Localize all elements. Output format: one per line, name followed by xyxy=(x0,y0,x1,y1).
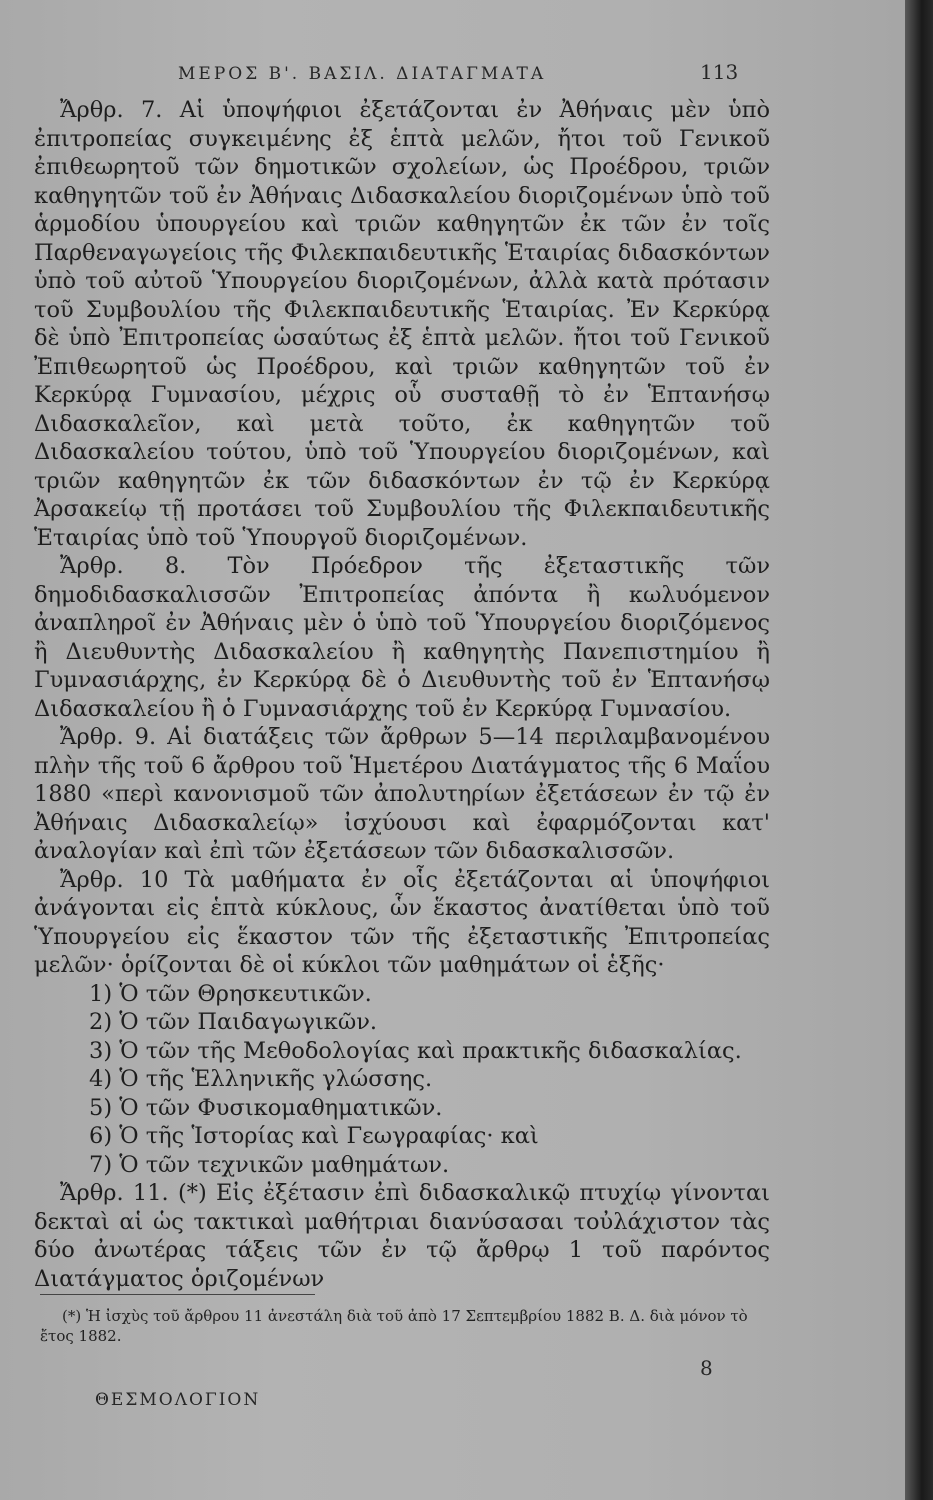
subject-cycles-list xyxy=(34,980,770,1180)
list-item: 2) Ὁ τῶν Παιδαγωγικῶν. xyxy=(89,1009,378,1035)
list-item: 4) Ὁ τῆς Ἑλληνικῆς γλώσσης. xyxy=(89,1066,433,1092)
article-10: Ἄρθρ. 10 Τὰ μαθήματα ἐν οἷς ἐξετάζονται αἱ ὑποψήφιοι ἀνάγονται εἰς ἑπτὰ κύκλους, ὧν ἕκαστος ἀνατίθεται ὑπὸ τοῦ Ὑπουργείου εἰς ἕκαστον τῶν τῆς ἐξεταστικῆς Ἐπιτροπείας μελῶν· ὁρίζονται δὲ οἱ κύκλοι τῶν μαθημάτων οἱ ἑξῆς· xyxy=(34,866,770,978)
page-number: 113 xyxy=(700,60,739,84)
footnote: (*) Ἡ ἰσχὺς τοῦ ἄρθρου 11 ἀνεστάλη διὰ τοῦ ἀπὸ 17 Σεπτεμβρίου 1882 Β. Δ. διὰ μόνον τὸ ἔτος 1882. xyxy=(40,1307,748,1345)
page-edge-shadow xyxy=(905,0,933,1500)
footer-title: ΘΕΣΜΟΛΟΓΙΟΝ xyxy=(95,1390,261,1410)
article-9: Ἄρθρ. 9. Αἱ διατάξεις τῶν ἄρθρων 5—14 περιλαμβανομένου πλὴν τῆς τοῦ 6 ἄρθρου τοῦ Ἡμετέρου Διατάγματος τῆς 6 Μαΐου 1880 «περὶ κανονισμοῦ τῶν ἀπολυτηρίων ἐξετάσεων ἐν τῷ ἐν Ἀθήναις Διδασκαλείῳ» ἰσχύουσι καὶ ἐφαρμόζονται κατ' ἀναλογίαν καὶ ἐπὶ τῶν ἐξετάσεων τῶν διδασκαλισσῶν. xyxy=(34,724,770,864)
article-7: Ἄρθρ. 7. Αἱ ὑποψήφιοι ἐξετάζονται ἐν Ἀθήναις μὲν ὑπὸ ἐπιτροπείας συγκειμένης ἐξ ἑπτὰ μελῶν, ἤτοι τοῦ Γενικοῦ ἐπιθεωρητοῦ τῶν δημοτικῶν σχολείων, ὡς Προέδρου, τριῶν καθηγητῶν τοῦ ἐν Ἀθήναις Διδασκαλείου διοριζομένων ὑπὸ τοῦ ἁρμοδίου ὑπουργείου καὶ τριῶν καθηγητῶν ἐκ τῶν ἐν τοῖς Παρθεναγωγείοις τῆς Φιλεκπαιδευτικῆς Ἑταιρίας διδασκόντων ὑπὸ τοῦ αὐτοῦ Ὑπουργείου διοριζομένων, ἀλλὰ κατὰ πρότασιν τοῦ Συμβουλίου τῆς Φιλεκπαιδευτικῆς Ἑταιρίας. Ἐν Κερκύρᾳ δὲ ὑπὸ Ἐπιτροπείας ὡσαύτως ἐξ ἑπτὰ μελῶν. ἤτοι τοῦ Γενικοῦ Ἐπιθεωρητοῦ ὡς Προέδρου, καὶ τριῶν καθηγητῶν τοῦ ἐν Κερκύρᾳ Γυμνασίου, μέχρις οὗ συσταθῇ τὸ ἐν Ἑπτανήσῳ Διδασκαλεῖον, καὶ μετὰ τοῦτο, ἐκ καθηγητῶν τοῦ Διδασκαλείου τούτου, ὑπὸ τοῦ Ὑπουργείου διοριζομένων, καὶ τριῶν καθηγητῶν ἐκ τῶν διδασκόντων ἐν τῷ ἐν Κερκύρᾳ Ἀρσακείῳ τῇ προτάσει τοῦ Συμβουλίου τῆς Φιλεκπαιδευτικῆς Ἑταιρίας ὑπὸ τοῦ Ὑπουργοῦ διοριζομένων. xyxy=(34,97,770,551)
article-11: Ἄρθρ. 11. (*) Εἰς ἐξέτασιν ἐπὶ διδασκαλικῷ πτυχίῳ γίνονται δεκταὶ αἱ ὡς τακτικαὶ μαθήτριαι διανύσασαι τοὐλάχιστον τὰς δύο ἀνωτέρας τάξεις τῶν ἐν τῷ ἄρθρῳ 1 τοῦ παρόντος Διατάγματος ὁριζομένων xyxy=(34,1180,770,1292)
list-item: 3) Ὁ τῶν τῆς Μεθοδολογίας καὶ πρακτικῆς διδασκαλίας. xyxy=(89,1037,742,1064)
page-body xyxy=(34,96,770,1293)
list-item: 7) Ὁ τῶν τεχνικῶν μαθημάτων. xyxy=(89,1151,450,1178)
running-header xyxy=(0,60,905,90)
list-item: 6) Ὁ τῆς Ἱστορίας καὶ Γεωγραφίας· καὶ xyxy=(89,1123,539,1149)
article-8: Ἄρθρ. 8. Τὸν Πρόεδρον τῆς ἐξεταστικῆς τῶν δημοδιδασκαλισσῶν Ἐπιτροπείας ἀπόντα ἢ κωλυόμενον ἀναπληροῖ ἐν Ἀθήναις μὲν ὁ ὑπὸ τοῦ Ὑπουργείου διοριζόμενος ἢ Διευθυντὴς Διδασκαλείου ἢ καθηγητὴς Πανεπιστημίου ἢ Γυμνασιάρχης, ἐν Κερκύρᾳ δὲ ὁ Διευθυντὴς τοῦ ἐν Ἑπτανήσῳ Διδασκαλείου ἢ ὁ Γυμνασιάρχης τοῦ ἐν Κερκύρᾳ Γυμνασίου. xyxy=(34,553,770,722)
header-title: ΜΕΡΟΣ Β'. ΒΑΣΙΛ. ΔΙΑΤΑΓΜΑΤΑ xyxy=(178,64,547,84)
list-item: 5) Ὁ τῶν Φυσικομαθηματικῶν. xyxy=(89,1094,443,1121)
list-item: 1) Ὁ τῶν Θρησκευτικῶν. xyxy=(89,980,372,1007)
footnote-divider xyxy=(40,1294,315,1295)
signature-mark: 8 xyxy=(700,1356,713,1380)
